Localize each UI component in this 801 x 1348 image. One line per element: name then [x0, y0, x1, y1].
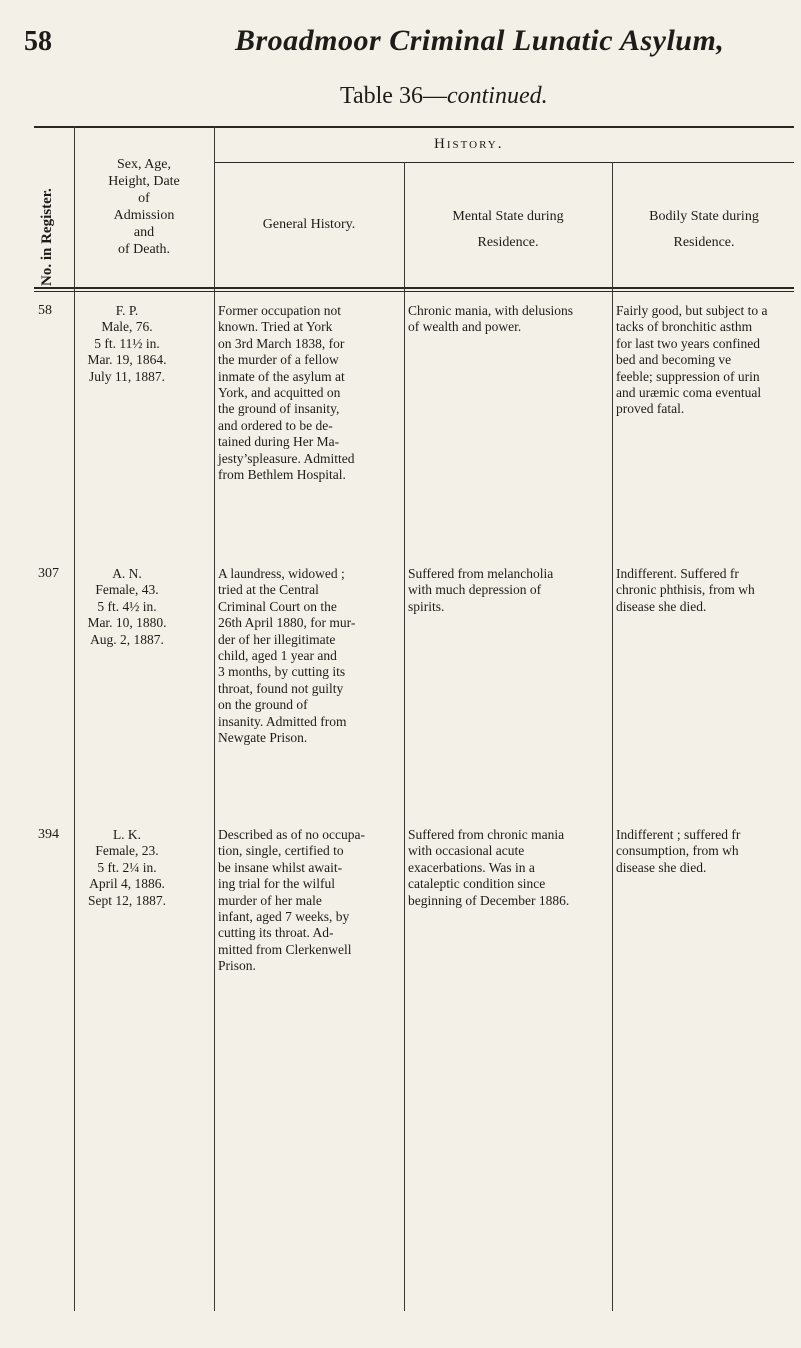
header-general-history: General History. [262, 217, 356, 232]
header-mental-state: Mental State during Residence. [452, 209, 564, 250]
row-307-sex-age: A. N. Female, 43. 5 ft. 4½ in. Mar. 10, 1880. Aug. 2, 1887. [87, 566, 167, 647]
row-394-sex-age: L. K. Female, 23. 5 ft. 2¼ in. April 4, 1886. Sept 12, 1887. [87, 827, 166, 908]
row-394-bodily-state: Indifferent ; suffered fr consumption, from wh disease she died. [616, 827, 741, 875]
rule-col-4 [612, 162, 613, 1311]
row-394-general-history: Described as of no occupa- tion, single, certified to be insane whilst await- ing trial for the wilful murder of her male infant, aged 7 weeks, by cutting its throat. Ad- mitted from Clerkenwell Prison. [218, 827, 365, 974]
row-307-number: 307 [38, 566, 59, 581]
header-history: History. [434, 136, 504, 152]
header-sex-age: Sex, Age, Height, Date of Admission and of Death. [108, 157, 180, 257]
row-58-sex-age: F. P. Male, 76. 5 ft. 11½ in. Mar. 19, 1864. July 11, 1887. [87, 303, 167, 384]
rule-col-2 [214, 126, 215, 1311]
row-394-number: 394 [38, 827, 59, 842]
rule-history-under [214, 162, 794, 163]
table-title: Table 36—continued. [340, 83, 548, 109]
rule-header-bottom-2 [34, 291, 794, 292]
page-number: 58 [24, 26, 52, 57]
row-58-general-history: Former occupation not known. Tried at York on 3rd March 1838, for the murder of a fellow inmate of the asylum at York, and acquitted on the ground of insanity, and ordered to be de- tained during Her Ma- jesty’spleasure. Admitted from Bethlem Hospital. [218, 303, 355, 483]
rule-top [34, 126, 794, 128]
row-58-bodily-state: Fairly good, but subject to a tacks of bronchitic asthm for last two years confined bed and becoming ve feeble; suppression of urin and uræmic coma eventual proved fatal. [616, 303, 768, 417]
rule-col-3 [404, 162, 405, 1311]
row-307-mental-state: Suffered from melancholia with much depression of spirits. [408, 566, 554, 614]
row-307-general-history: A laundress, widowed ; tried at the Central Criminal Court on the 26th April 1880, for mur- der of her illegitimate child, aged 1 year and 3 months, by cutting its throat, found not guilty on the ground of insanity. Admitted from Newgate Prison. [218, 566, 356, 746]
row-58-mental-state: Chronic mania, with delusions of wealth and power. [408, 303, 573, 335]
row-307-bodily-state: Indifferent. Suffered fr chronic phthisis, from wh disease she died. [616, 566, 755, 614]
header-no-in-register: No. in Register. [39, 188, 55, 286]
row-394-mental-state: Suffered from chronic mania with occasional acute exacerbations. Was in a cataleptic condition since beginning of December 1886. [408, 827, 570, 908]
row-58-number: 58 [38, 303, 52, 318]
header-bodily-state: Bodily State during Residence. [649, 209, 759, 250]
register-table [34, 126, 794, 1326]
running-head: Broadmoor Criminal Lunatic Asylum, [235, 24, 725, 57]
rule-header-bottom [34, 287, 794, 289]
